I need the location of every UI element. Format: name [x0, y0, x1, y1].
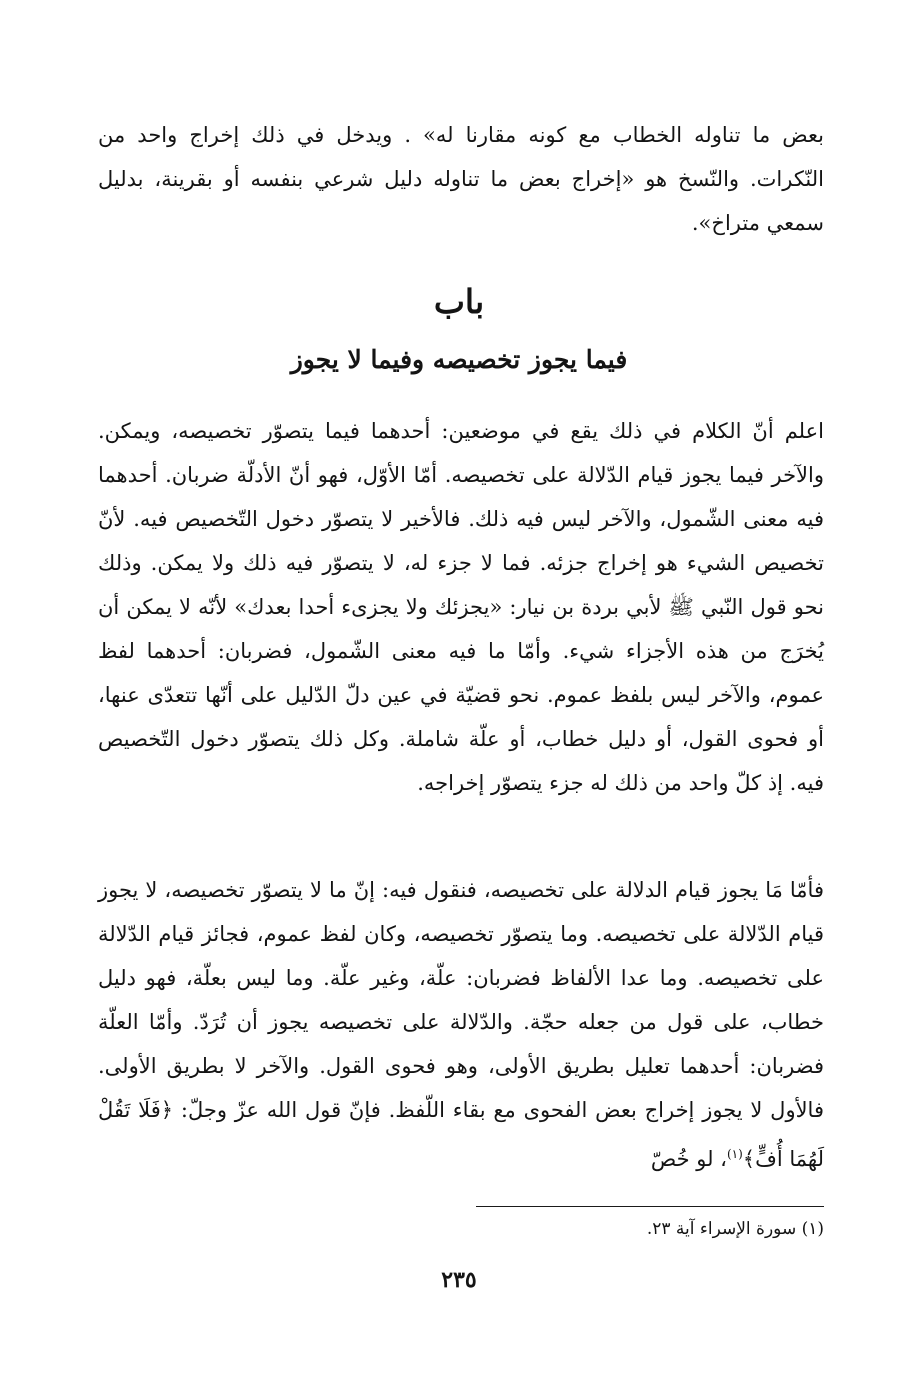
chapter-subheading: فيما يجوز تخصيصه وفيما لا يجوز	[290, 345, 628, 374]
body-paragraph-2-text: فأمّا مَا يجوز قيام الدلالة على تخصيصه، فنقول فيه: إنّ ما لا يتصوّر تخصيصه، لا يجوز قيام الدّلالة على تخصيصه. وما يتصوّر تخصيصه، وكان لفظ عموم، فجائز قيام الدّلالة على تخصيصه. وما عدا الألفاظ فضربان: علّة، وغير علّة. وما ليس بعلّة، فهو دليل خطاب، على قول من جعله حجّة. والدّلالة على تخصيصه يجوز أن تُرَدّ. وأمّا العلّة فضربان: أحدهما تعليل بطريق الأولى، وهو فحوى القول. والآخر لا بطريق الأولى. فالأول لا يجوز إخراج بعض الفحوى مع بقاء اللّفظ. فإنّ قول الله عزّ وجلّ:	[98, 878, 824, 1122]
page-number: ٢٣٥	[441, 1267, 477, 1293]
body-paragraph-1: اعلم أنّ الكلام في ذلك يقع في موضعين: أحدهما فيما يتصوّر تخصيصه، ويمكن. والآخر فيما يجوز قيام الدّلالة على تخصيصه. أمّا الأوّل، فهو أنّ الأدلّة ضربان. أحدهما فيه معنى الشّمول، والآخر ليس فيه ذلك. فالأخير لا يتصوّر دخول التّخصيص فيه. لأنّ تخصيص الشيء هو إخراج جزئه. فما لا جزء له، لا يتصوّر فيه ذلك ولا يمكن. وذلك نحو قول النّبي ﷺ لأبي بردة بن نيار: «يجزئك ولا يجزىء أحدا بعدك» لأنّه لا يمكن أن يُخرَج من هذه الأجزاء شيء. وأمّا ما فيه معنى الشّمول، فضربان: أحدهما لفظ عموم، والآخر ليس بلفظ عموم. نحو قضيّة في عين دلّ الدّليل على أنّها تتعدّى عنها، أو فحوى القول، أو دليل خطاب، أو علّة شاملة. وكل ذلك يتصوّر دخول التّخصيص فيه. إذ كلّ واحد من ذلك له جزء يتصوّر إخراجه.	[98, 419, 824, 795]
footnote-marker: (١)	[726, 1147, 743, 1161]
body-paragraph-2-end: ، لو خُصّ	[650, 1147, 727, 1171]
footnote: (١) سورة الإسراء آية ٢٣.	[646, 1219, 824, 1239]
chapter-heading: باب	[433, 282, 485, 321]
footnote-divider	[476, 1206, 824, 1207]
body-paragraph-2	[98, 868, 824, 1181]
quran-quote: ﴿فَلَا تَقُلْ لَهُمَا أُفٍّ﴾	[98, 1098, 824, 1171]
intro-paragraph: بعض ما تناوله الخطاب مع كونه مقارنا له» . ويدخل في ذلك إخراج واحد من النّكرات. والنّسخ هو «إخراج بعض ما تناوله دليل شرعي بنفسه أو بقرينة، بدليل سمعي متراخ».	[98, 123, 824, 235]
